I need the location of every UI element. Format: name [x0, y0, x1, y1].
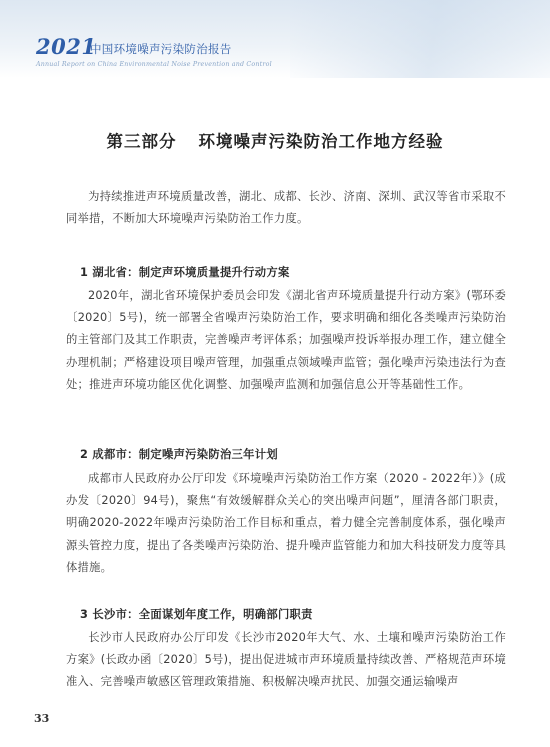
section-heading-changsha: 3 长沙市：全面谋划年度工作，明确部门职责 [80, 608, 313, 621]
page-number: 33 [34, 712, 50, 725]
report-subtitle: Annual Report on China Environmental Noise Prevention and Control [36, 61, 272, 68]
part-title [0, 128, 550, 152]
report-year: 2021 [36, 34, 97, 59]
section-body-changsha [66, 627, 506, 694]
part-label: 第三部分 [106, 132, 177, 151]
intro-text: 为持续推进声环境质量改善，湖北、成都、长沙、济南、深圳、武汉等省市采取不同举措，不断加大环境噪声污染防治工作力度。 [66, 190, 506, 226]
section-body-chengdu [66, 468, 506, 579]
section-heading-chengdu: 2 成都市：制定噪声污染防治三年计划 [80, 448, 278, 461]
section-body-hubei [66, 285, 506, 396]
section-text-chengdu: 成都市人民政府办公厅印发《环境噪声污染防治工作方案（2020 - 2022年）》(成办发〔2020〕94号)，聚焦“有效缓解群众关心的突出噪声问题”，厘清各部门职责，明确2020-2022年噪声污染防治工作目标和重点，着力健全完善制度体系，强化噪声源头管控力度，提出了各类噪声污染防治、提升噪声监管能力和加大科技研发力度等具体措施。 [66, 472, 506, 574]
section-heading-hubei: 1 湖北省：制定声环境质量提升行动方案 [80, 266, 290, 279]
intro-paragraph [66, 186, 506, 230]
section-text-hubei: 2020年，湖北省环境保护委员会印发《湖北省声环境质量提升行动方案》(鄂环委〔2020〕5号)，统一部署全省噪声污染防治工作，要求明确和细化各类噪声污染防治的主管部门及其工作职责，完善噪声考评体系；加强噪声投诉举报办理工作，建立健全办理机制；严格建设项目噪声管理，加强重点领域噪声监管；强化噪声污染违法行为查处；推进声环境功能区优化调整、加强噪声监测和加强信息公开等基础性工作。 [66, 289, 506, 391]
section-text-changsha: 长沙市人民政府办公厅印发《长沙市2020年大气、水、土壤和噪声污染防治工作方案》(长政办函〔2020〕5号)，提出促进城市声环境质量持续改善、严格规范声环境准入、完善噪声敏感区管理政策措施、积极解决噪声扰民、加强交通运输噪声 [66, 631, 506, 689]
part-heading: 环境噪声污染防治工作地方经验 [198, 132, 444, 151]
report-title: 中国环境噪声污染防治报告 [90, 42, 232, 56]
